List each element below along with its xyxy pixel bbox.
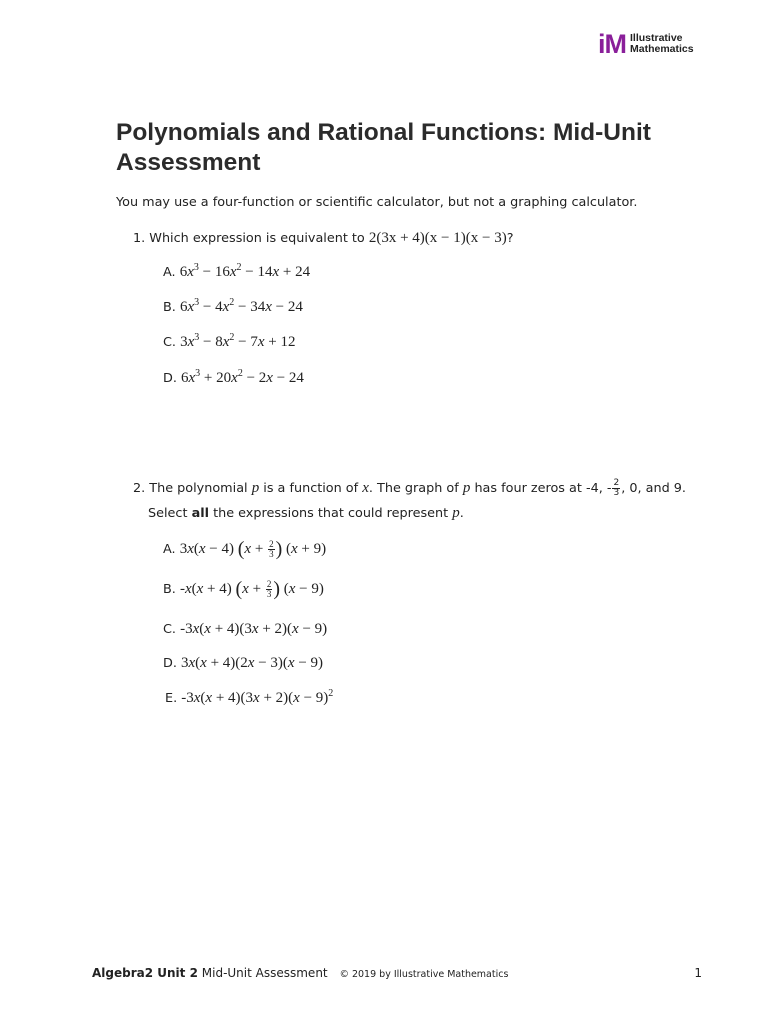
choice-expression: -3x(x + 4)(3x + 2)(x − 9) [180, 621, 328, 637]
choice-expression: $3x^3 - 8x^2 - 7x + 12$ [180, 332, 296, 350]
q2-text: Select [148, 506, 188, 521]
q2-text: The polynomial [149, 481, 248, 496]
page-footer [92, 964, 702, 984]
q2-text: has four zeros at -4, - [474, 481, 612, 496]
choice-letter: C. [163, 335, 177, 350]
choice-letter: B. [163, 582, 176, 597]
q2-choice-e[interactable] [165, 688, 333, 709]
question-2-prompt [133, 479, 693, 498]
logo-text [630, 33, 694, 55]
calculator-instructions: You may use a four-function or scientific calculator, but not a graphing calculator. [116, 195, 638, 210]
q1-choice-d[interactable] [163, 368, 304, 389]
question-number: 1. [133, 231, 146, 246]
choice-letter: C. [163, 622, 177, 637]
q1-choice-b[interactable] [163, 297, 303, 318]
q2-text: . [459, 506, 464, 521]
choice-letter: A. [163, 265, 176, 280]
var-x: x [362, 480, 369, 496]
q1-choice-c[interactable] [163, 332, 296, 353]
fraction-denominator: 3 [613, 488, 620, 498]
q2-text: is a function of [263, 481, 359, 496]
q2-text: the expressions that could represent [213, 506, 449, 521]
question-1-prompt: 1. Which expression is equivalent to 2(3x + 4)(x − 1)(x − 3)? [133, 230, 514, 246]
illustrative-mathematics-logo [598, 29, 694, 59]
choice-expression: -x(x + 4) (x + $\frac{2}{3}$ ) (x − 9) [179, 578, 324, 600]
fraction-numerator: 2 [613, 478, 620, 488]
q2-text: . The graph of [368, 481, 459, 496]
choice-expression: 3x(x + 4)(2x − 3)(x − 9) [181, 655, 324, 671]
var-p: p [462, 480, 471, 496]
choice-expression: $6x^3 - 16x^2 - 14x + 24$ [179, 262, 311, 280]
var-p: p [452, 505, 460, 521]
page-number: 1 [694, 966, 702, 980]
choice-letter: D. [163, 656, 177, 671]
logo-mark: iM [598, 29, 626, 59]
choice-expression: $-3x(x + 4)(3x + 2)(x - 9)^2$ [181, 688, 334, 706]
page-title: Polynomials and Rational Functions: Mid-Unit Assessment [116, 119, 651, 176]
footer-copyright: © 2019 by Illustrative Mathematics [339, 969, 509, 980]
choice-letter: B. [163, 300, 176, 315]
choice-letter: A. [163, 542, 176, 557]
logo-line-1: Illustrative [630, 32, 683, 44]
question-number: 2. [133, 481, 146, 496]
choice-expression: $6x^3 + 20x^2 - 2x - 24$ [181, 368, 304, 386]
question-2-instruction [148, 504, 464, 523]
q2-emphasis: all [191, 506, 209, 521]
footer-doc-name: Mid-Unit Assessment [201, 966, 328, 980]
fraction [612, 479, 620, 498]
question-text: Which expression is equivalent to [149, 231, 365, 246]
q1-choice-a[interactable] [163, 262, 310, 283]
var-p: p [251, 480, 260, 496]
q2-text: , 0, and 9. [621, 481, 686, 496]
footer-course: Algebra2 Unit 2 [92, 966, 198, 980]
choice-letter: E. [165, 691, 178, 706]
choice-expression: 3x(x − 4) (x + $\frac{2}{3}$ ) (x + 9) [179, 538, 327, 560]
q2-choice-b[interactable] [163, 579, 324, 600]
logo-line-2: Mathematics [630, 43, 694, 55]
choice-letter: D. [163, 371, 177, 386]
q2-choice-a[interactable] [163, 539, 326, 560]
choice-expression: $6x^3 - 4x^2 - 34x - 24$ [179, 297, 303, 315]
q2-choice-d[interactable] [163, 653, 323, 674]
question-expression: 2(3x + 4)(x − 1)(x − 3) [368, 230, 507, 246]
q2-choice-c[interactable] [163, 619, 327, 640]
